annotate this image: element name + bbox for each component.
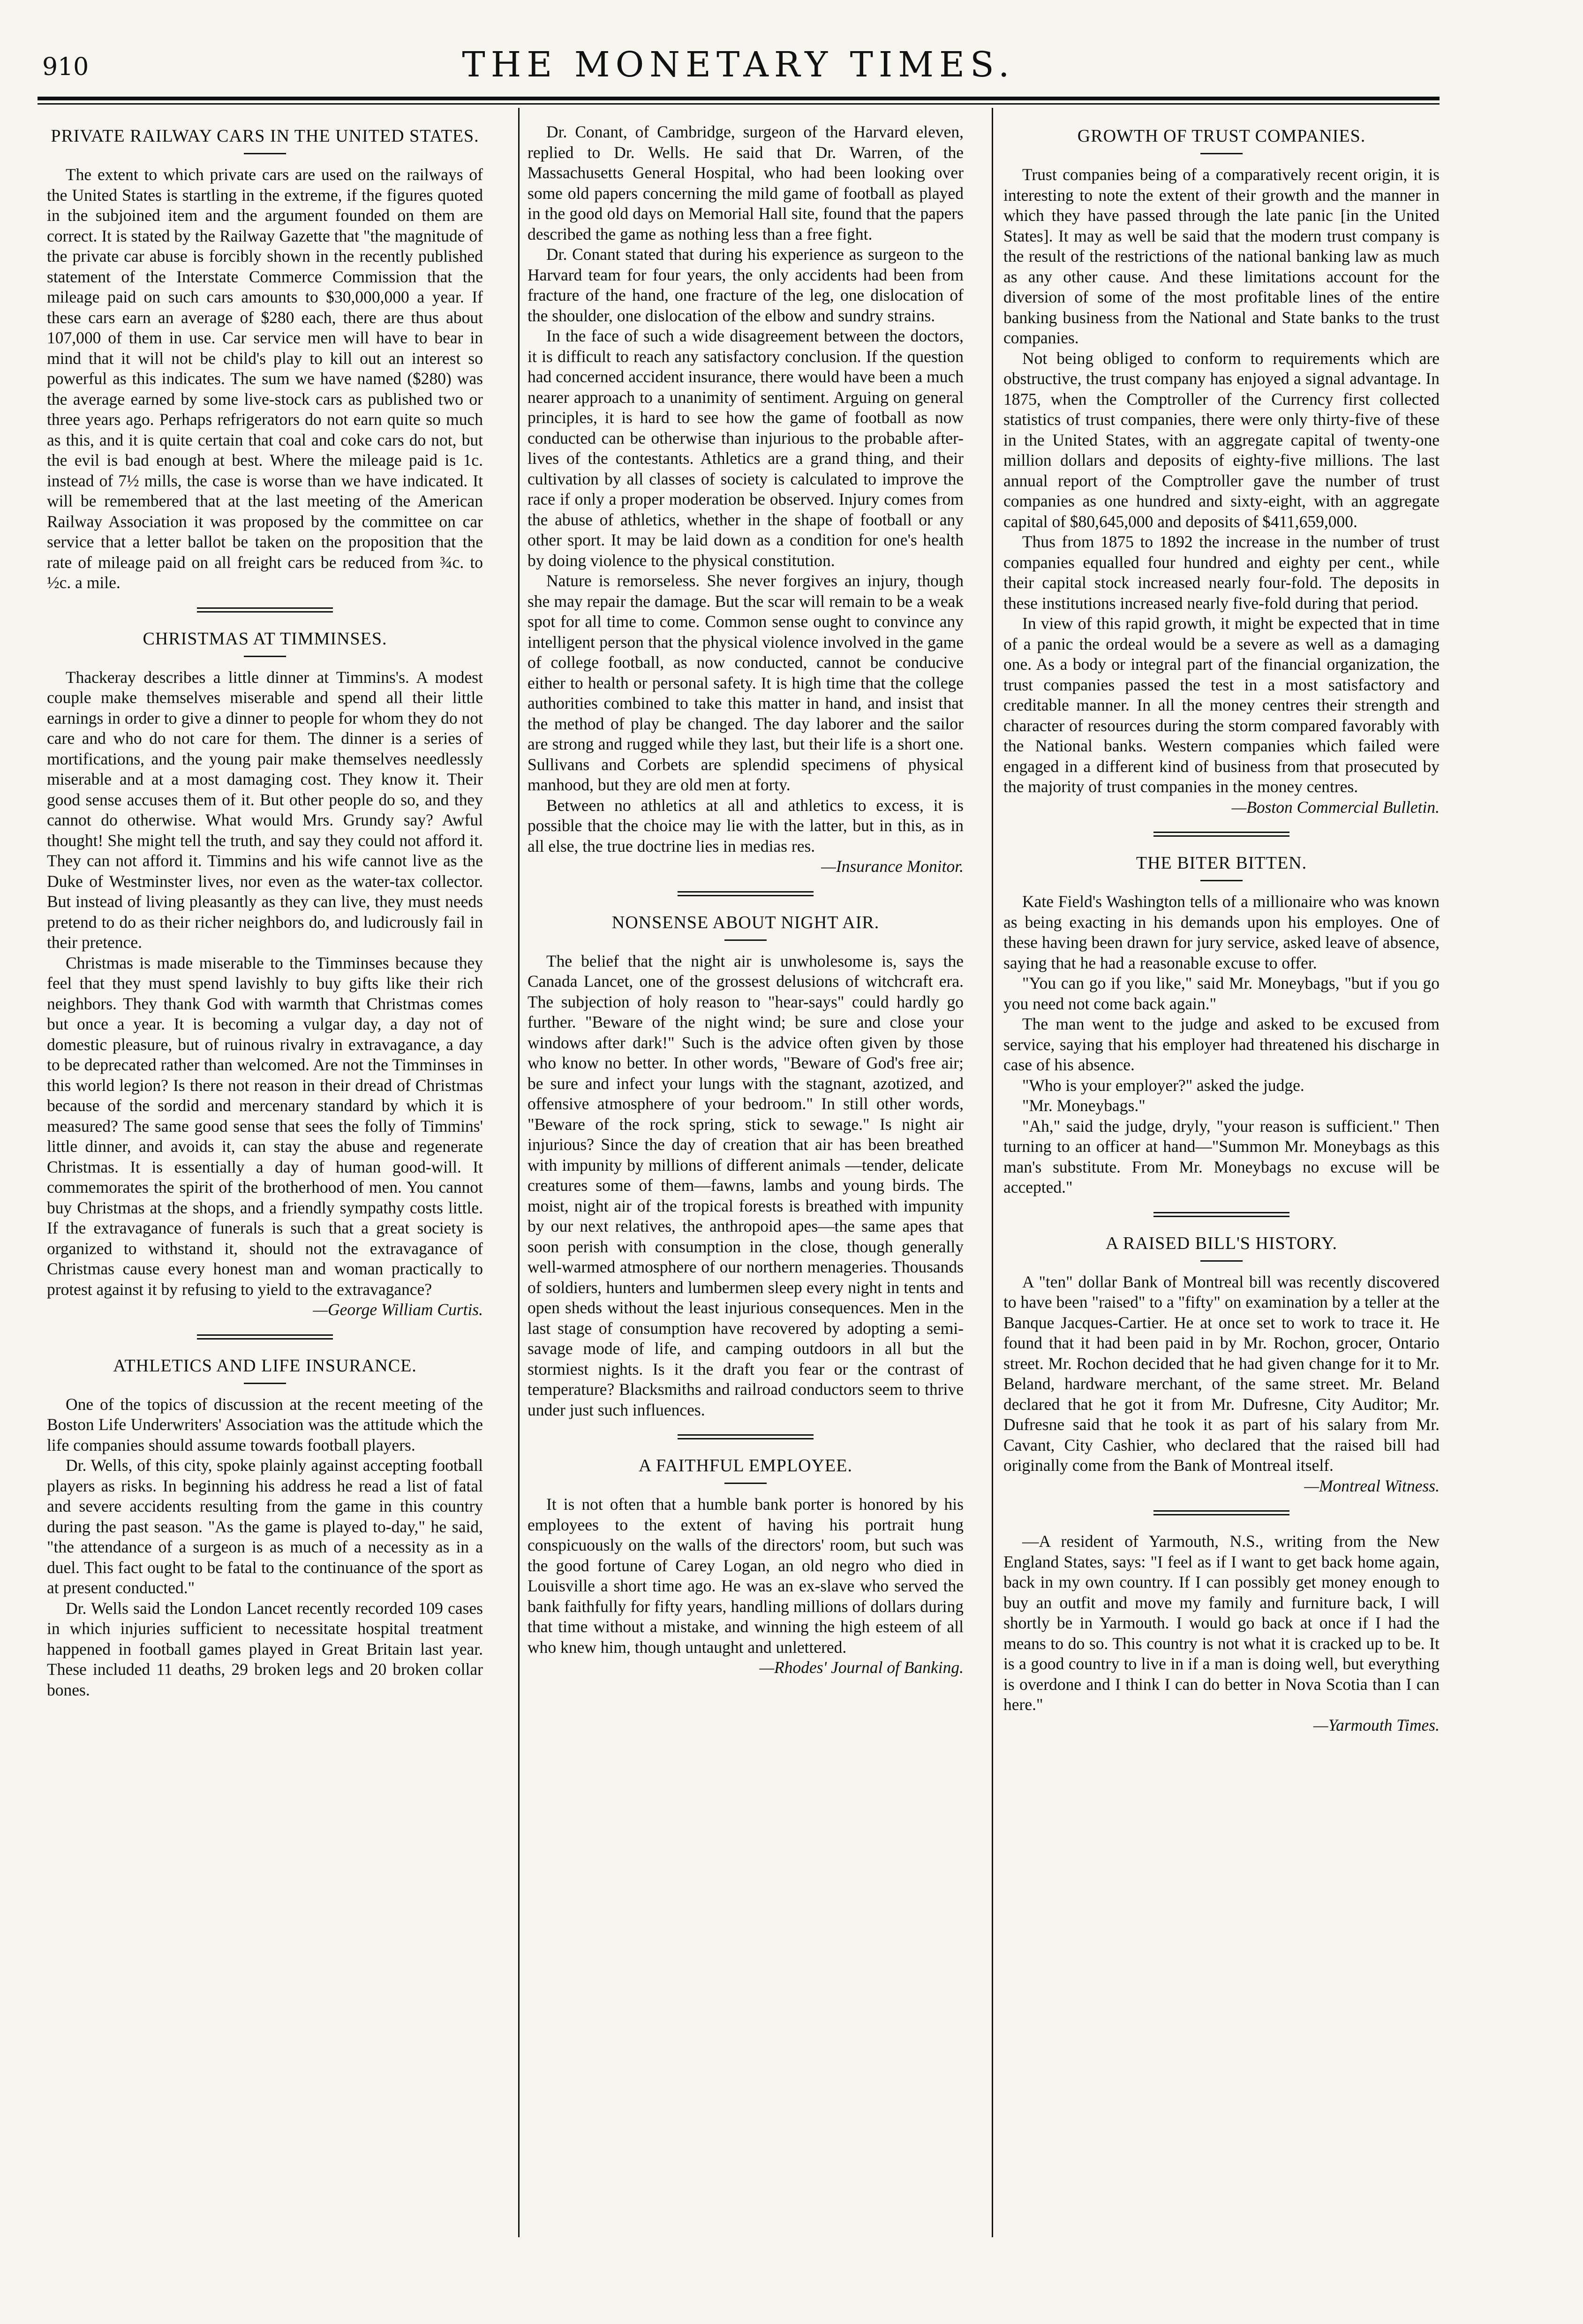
page-number: 910 bbox=[42, 53, 89, 81]
article-separator bbox=[678, 891, 814, 896]
closing-note: —A resident of Yarmouth, N.S., writing from the New England States, says: "I feel as if I want to get back home again, back in my own country. If I can possibly get money enough to buy an outfit and move my family and furniture back, I will shortly be in Yarmouth. I would go back at once if I had the means to do so. This country is not what it is cracked up to be. It is a good country to live in if a man is doing well, but everything is overdone and I think I can do better in Nova Scotia than I can here." bbox=[1003, 1532, 1440, 1714]
article bbox=[528, 122, 964, 877]
headline-rule bbox=[1200, 880, 1243, 881]
article bbox=[1003, 126, 1440, 818]
article-headline: ATHLETICS AND LIFE INSURANCE. bbox=[113, 1355, 417, 1376]
column-2 bbox=[528, 122, 964, 2242]
article-source: —Rhodes' Journal of Banking. bbox=[759, 1658, 964, 1677]
article-paragraph: Dr. Wells, of this city, spoke plainly against accepting football players as risks. In beginning his address he read a list of fatal and severe accidents resulting from the game in this country during the past season. "As the game is played to-day," he said, "the attendance of a surgeon is as much of a necessity as in a duel. This fact ought to be fatal to the continuance of the sport as at present conducted." bbox=[47, 1456, 483, 1597]
article-paragraph: In the face of such a wide disagreement between the doctors, it is difficult to reach any satisfactory conclusion. If the question had concerned accident insurance, there would have been a much nearer approach to a unanimity of sentiment. Arguing on general principles, it is hard to see how the game of football as now conducted can be otherwise than injurious to the probable after-lives of the contestants. Athletics are a grand thing, and their cultivation by all classes of society is calculated to improve the race if only a proper moderation be observed. Injury comes from the abuse of athletics, whether in the shape of football or any other sport. It may be laid down as a condition for one's health by doing violence to the physical constitution. bbox=[528, 326, 964, 570]
column-divider bbox=[992, 108, 993, 2237]
article-paragraph: Kate Field's Washington tells of a millionaire who was known as being exacting in his demands upon his employes. One of these having been drawn for jury service, asked leave of absence, saying that he had a reasonable excuse to offer. bbox=[1003, 892, 1440, 972]
headline-rule bbox=[244, 1383, 286, 1384]
column-1 bbox=[47, 122, 483, 2242]
article-paragraph: Trust companies being of a comparatively recent origin, it is interesting to note the extent of their growth and the manner in which they have passed through the late panic [in the United States]. It may as well be said that the modern trust company is the result of the restrictions of the national banking law as much as any other cause. And these limitations account for the diversion of some of the most profitable lines of the entire banking business from the National and State banks to the trust companies. bbox=[1003, 165, 1440, 347]
article-source: —George William Curtis. bbox=[313, 1300, 483, 1319]
article bbox=[1003, 853, 1440, 1198]
article-paragraph: "Mr. Moneybags." bbox=[1022, 1096, 1146, 1115]
header-rule-thin bbox=[38, 103, 1440, 105]
article bbox=[528, 1455, 964, 1678]
newspaper-title: THE MONETARY TIMES. bbox=[462, 45, 1015, 85]
column-divider bbox=[518, 108, 520, 2237]
article-paragraph: "Who is your employer?" asked the judge. bbox=[1022, 1075, 1304, 1095]
article-headline: GROWTH OF TRUST COMPANIES. bbox=[1077, 126, 1366, 146]
article-paragraph: It is not often that a humble bank porter is honored by his employees to the extent of having his portrait hung conspicuously on the walls of the directors' room, but such was the good fortune of Carey Logan, an old negro who died in Louisville a short time ago. He was an ex-slave who served the bank faithfully for fifty years, handling millions of dollars during that time without a mistake, and winning the high esteem of all who knew him, though untaught and unlettered. bbox=[528, 1495, 964, 1657]
article-paragraph: Between no athletics at all and athletics to excess, it is possible that the choice may lie with the latter, but in this, as in all else, the true doctrine lies in medias res. bbox=[528, 795, 964, 855]
article-paragraph: The belief that the night air is unwholesome is, says the Canada Lancet, one of the grossest delusions of witchcraft era. The subjection of holy reason to "hear-says" could hardly go further. "Beware of the night wind; be sure and close your windows after dark!" Such is the advice often given by those who know no better. In other words, "Beware of God's free air; be sure and infect your lungs with the stagnant, azotized, and offensive atmosphere of your bedroom." In still other words, "Beware of the rock spring, stick to sewage." Is night air injurious? Since the day of creation that air has been breathed with impunity by millions of different animals —tender, delicate creatures some of them—fawns, lambs and young birds. The moist, night air of the tropical forests is breathed with impunity by our next relatives, the anthropoid apes—the same apes that soon perish with consumption in the close, though generally well-warmed atmosphere of our northern menageries. Thousands of soldiers, hunters and lumbermen sleep every night in tents and open sheds without the least injurious consequences. Men in the last stage of consumption have recovered by adopting a semi-savage mode of life, and camping outdoors in all but the stormiest nights. Is it the draft you fear or the contrast of temperature? Blacksmiths and railroad conductors seem to thrive under just such influences. bbox=[528, 951, 964, 1419]
article-source: —Insurance Monitor. bbox=[821, 857, 964, 876]
article bbox=[47, 126, 483, 593]
article-separator bbox=[197, 1334, 333, 1340]
closing-source: —Yarmouth Times. bbox=[1313, 1715, 1440, 1734]
article-headline: A RAISED BILL'S HISTORY. bbox=[1106, 1233, 1337, 1253]
article-paragraph: Thackeray describes a little dinner at Timmins's. A modest couple make themselves miserable and spend all their little earnings in order to give a dinner to people for whom they do not care and who do not care for them. The dinner is a series of mortifications, and the young pair make themselves needlessly miserable and at a most damaging cost. They know it. Their good sense accuses them of it. But other people do so, and they cannot do otherwise. What would Mrs. Grundy say? Awful thought! She might tell the truth, and say they could not afford it. They can not afford it. Timmins and his wife cannot live as the Duke of Westminster lives, nor even as the water-tax collector. But instead of living pleasantly as they can live, they must needs pretend to do as their richer neighbors do, and ludicrously fail in their pretence. bbox=[47, 667, 483, 952]
masthead bbox=[38, 45, 1440, 96]
article-paragraph: Thus from 1875 to 1892 the increase in the number of trust companies equalled four hundred and eighty per cent., while their capital stock increased nearly four-fold. The deposits in these institutions increased nearly five-fold during that period. bbox=[1003, 532, 1440, 613]
headline-rule bbox=[244, 153, 286, 154]
article-paragraph: Dr. Wells said the London Lancet recently recorded 109 cases in which injuries sufficient to necessitate hospital treatment happened in football games played in Great Britain last year. These included 11 deaths, 29 broken legs and 20 broken collar bones. bbox=[47, 1598, 483, 1699]
column-3 bbox=[1003, 122, 1440, 2242]
article-headline: NONSENSE ABOUT NIGHT AIR. bbox=[611, 912, 880, 932]
article-paragraph: Dr. Conant, of Cambridge, surgeon of the Harvard eleven, replied to Dr. Wells. He said that Dr. Warren, of the Massachusetts General Hospital, who had been looking over some old papers concerning the mild game of football as played in the good old days on Memorial Hall site, found that the papers described the game as nothing less than a free fight. bbox=[528, 122, 964, 243]
article-paragraph: Nature is remorseless. She never forgives an injury, though she may repair the damage. But the scar will remain to be a weak spot for all time to come. Common sense ought to convince any intelligent person that the physical violence involved in the game of college football, as now conducted, cannot be conducive either to health or personal safety. It is high time that the college authorities combined to take this matter in hand, and insist that the method of play be changed. The day laborer and the sailor are strong and rugged while they last, but their life is a short one. Sullivans and Corbets are splendid specimens of physical manhood, but they are old men at forty. bbox=[528, 571, 964, 794]
article-separator bbox=[1153, 1212, 1289, 1217]
article-source: —Montreal Witness. bbox=[1304, 1476, 1440, 1495]
article bbox=[47, 1355, 483, 1701]
article-source: —Boston Commercial Bulletin. bbox=[1231, 797, 1440, 817]
headline-rule bbox=[724, 1483, 767, 1484]
article-headline: PRIVATE RAILWAY CARS IN THE UNITED STATES. bbox=[51, 126, 479, 146]
article-paragraph: "Ah," said the judge, dryly, "your reason is sufficient." Then turning to an officer at hand—"Summon Mr. Moneybags as this man's substitute. From Mr. Moneybags no excuse will be accepted." bbox=[1003, 1116, 1440, 1196]
article-paragraph: The extent to which private cars are used on the railways of the United States is startling in the extreme, if the figures quoted in the subjoined item and the argument founded on them are correct. It is stated by the Railway Gazette that "the magnitude of the private car abuse is forcibly shown in the recently published statement of the Interstate Commerce Commission that the mileage paid on such cars amounts to $30,000,000 a year. If these cars earn an average of $280 each, there are thus about 107,000 of them in use. Car service men will have to bear in mind that it will not be child's play to kill out an interest so powerful as this indicates. The sum we have named ($280) was the average earned by some live-stock cars as published two or three years ago. Perhaps refrigerators do not earn quite so much as this, and it is quite certain that coal and coke cars do not, but the evil is bad enough at best. Where the mileage paid is 1c. instead of 7½ mills, the case is worse than we have indicated. It will be remembered that at the last meeting of the American Railway Association it was proposed by the committee on car service that a letter ballot be taken on the proposition that the rate of mileage paid on all freight cars be reduced from ¾c. to ½c. a mile. bbox=[47, 165, 483, 592]
article-headline: CHRISTMAS AT TIMMINSES. bbox=[143, 628, 387, 649]
article-paragraph: "You can go if you like," said Mr. Moneybags, "but if you go you need not come back again." bbox=[1003, 974, 1440, 1013]
article bbox=[528, 912, 964, 1421]
article-headline: A FAITHFUL EMPLOYEE. bbox=[639, 1456, 852, 1476]
article-paragraph: Dr. Conant stated that during his experience as surgeon to the Harvard team for four years, the only accidents had been from fracture of the hand, one fracture of the leg, one dislocation of the shoulder, one dislocation of the elbow and sundry strains. bbox=[528, 245, 964, 325]
article-headline: THE BITER BITTEN. bbox=[1136, 853, 1307, 873]
headline-rule bbox=[244, 656, 286, 657]
article-paragraph: In view of this rapid growth, it might be expected that in time of a panic the ordeal would be a severe as well as a damaging one. As a body or integral part of the financial organization, the trust companies passed the test in a most satisfactory and creditable manner. In all the money centres their strength and character of resources during the storm compared favorably with the National banks. Western companies which failed were engaged in a different kind of business from that prosecuted by the majority of trust companies in the money centres. bbox=[1003, 614, 1440, 796]
article-separator bbox=[197, 607, 333, 613]
article bbox=[47, 628, 483, 1320]
article-separator bbox=[1153, 1510, 1289, 1515]
headline-rule bbox=[724, 939, 767, 941]
headline-rule bbox=[1200, 1260, 1243, 1262]
article-paragraph: The man went to the judge and asked to be excused from service, saying that his employer had threatened his discharge in case of his absence. bbox=[1003, 1014, 1440, 1074]
article-separator bbox=[1153, 832, 1289, 837]
article bbox=[1003, 1233, 1440, 1497]
article-paragraph: One of the topics of discussion at the recent meeting of the Boston Life Underwriters' Association was the attitude which the life companies should assume towards football players. bbox=[47, 1394, 483, 1454]
article-paragraph: Christmas is made miserable to the Timminses because they feel that they must spend lavishly to buy gifts like their rich neighbors. They thank God with warmth that Christmas comes but once a year. It is becoming a vulgar day, a day not of domestic pleasure, but of ruinous rivalry in extravagance, a day to be deprecated rather than welcomed. Are not the Timminses in this world legion? Is there not reason in their dread of Christmas because of the sordid and mercenary standard by which it is measured? The same good sense that sees the folly of Timmins' little dinner, and avoids it, can stay the abuse and regenerate Christmas. It is essentially a day of human good-will. It commemorates the spirit of the brotherhood of men. You cannot buy Christmas at the shops, and a friendly sympathy costs little. If the extravagance of funerals is such that a great society is organized to withstand it, should not the extravagance of Christmas cause every honest man and woman practically to protest against it by refusing to yield to the extravagance? bbox=[47, 953, 483, 1299]
article-separator bbox=[678, 1434, 814, 1439]
article-paragraph: Not being obliged to conform to requirements which are obstructive, the trust company has enjoyed a signal advantage. In 1875, when the Comptroller of the Currency first collected statistics of trust companies, there were only thirty-five of these in the United States, with an aggregate capital of twenty-one million dollars and deposits of eighty-five millions. The last annual report of the Comptroller gave the number of trust companies as one hundred and sixty-eight, with an aggregate capital of $80,645,000 and deposits of $411,659,000. bbox=[1003, 348, 1440, 531]
article-paragraph: A "ten" dollar Bank of Montreal bill was recently discovered to have been "raised" to a "fifty" on examination by a teller at the Banque Jacques-Cartier. He at once set to work to trace it. He found that it had been paid in by Mr. Rochon, grocer, Ontario street. Mr. Rochon decided that he had given change for it to Mr. Beland, hardware merchant, of the same street. Mr. Beland declared that he got it from Mr. Dufresne, City Auditor; Mr. Dufresne said that he took it as part of his salary from Mr. Cavant, City Cashier, who declared that the raised bill had originally come from the Bank of Montreal itself. bbox=[1003, 1272, 1440, 1475]
headline-rule bbox=[1200, 153, 1243, 154]
header-rule-thick bbox=[38, 97, 1440, 100]
